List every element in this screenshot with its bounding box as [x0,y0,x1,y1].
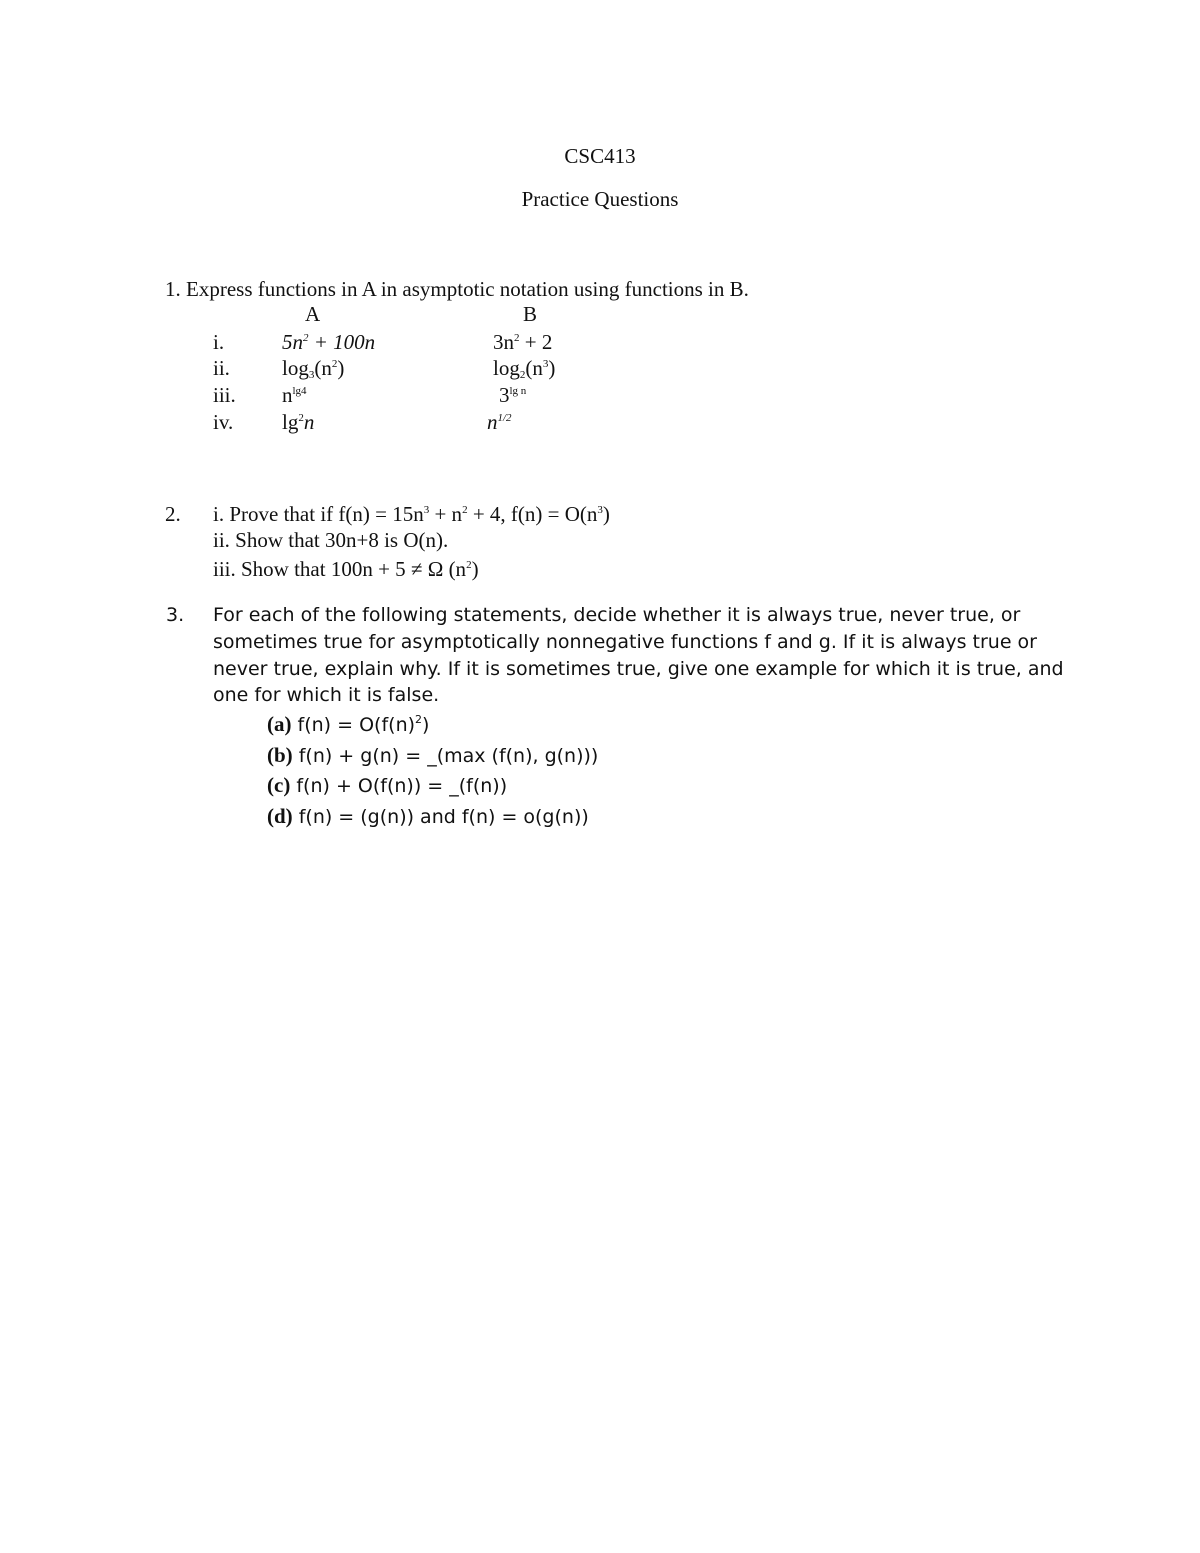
question-1-text: 1. Express functions in A in asymptotic notation using functions in B. [165,277,749,301]
function-a: $\log_3(n^2)$ [282,356,345,381]
question-3-item-b: (b) f(n) + g(n) = _(max (f(n), g(n))) [267,743,599,767]
course-code: CSC413 [564,144,636,168]
question-2-part-i: i. Prove that if $f(n) = 15n^3 + n^2 + 4$, $f(n) = O(n^3)$ [213,502,610,526]
function-b: $3^{lg n}$ [499,383,527,407]
question-2-part-iii: iii. Show that 100n + 5 ≠ Ω $(n^2)$ [213,557,479,581]
row-label: ii. [213,356,230,380]
function-b: $\log_2(n^3)$ [493,356,556,381]
question-3-line: sometimes true for asymptotically nonnegative functions f and g. If it is always true or [213,631,1037,653]
row-label: iii. [213,383,236,407]
question-3-item-a: (a) $f(n) = O(f(n)^2)$ [267,712,430,736]
question-2-part-ii: ii. Show that 30n+8 is O(n). [213,528,449,552]
page-title: Practice Questions [521,187,679,211]
function-b: $3n^2 + 2$ [493,330,553,354]
column-b-header: B [523,302,538,326]
row-label: iv. [213,410,234,434]
column-a-header: A [305,302,321,326]
function-a: $5n^2 + 100n$ [282,330,376,354]
function-a: $\lg^2n$ [282,410,315,434]
question-2-number: 2. [165,502,181,526]
row-label: i. [213,330,225,354]
question-3-item-d: (d) f(n) = (g(n)) and f(n) = o(g(n)) [267,804,589,828]
question-3-number: 3. [166,604,185,626]
question-3-item-c: (c) f(n) + O(f(n)) = _(f(n)) [267,773,508,797]
function-a: $n^{lg4}$ [282,383,307,407]
question-3-line: one for which it is false. [213,684,440,706]
question-3-line: For each of the following statements, decide whether it is always true, never true, or [213,604,1021,626]
question-3-line: never true, explain why. If it is sometimes true, give one example for which it is true, and [213,658,1064,680]
function-b: $n^{1/2}$ [487,410,512,434]
